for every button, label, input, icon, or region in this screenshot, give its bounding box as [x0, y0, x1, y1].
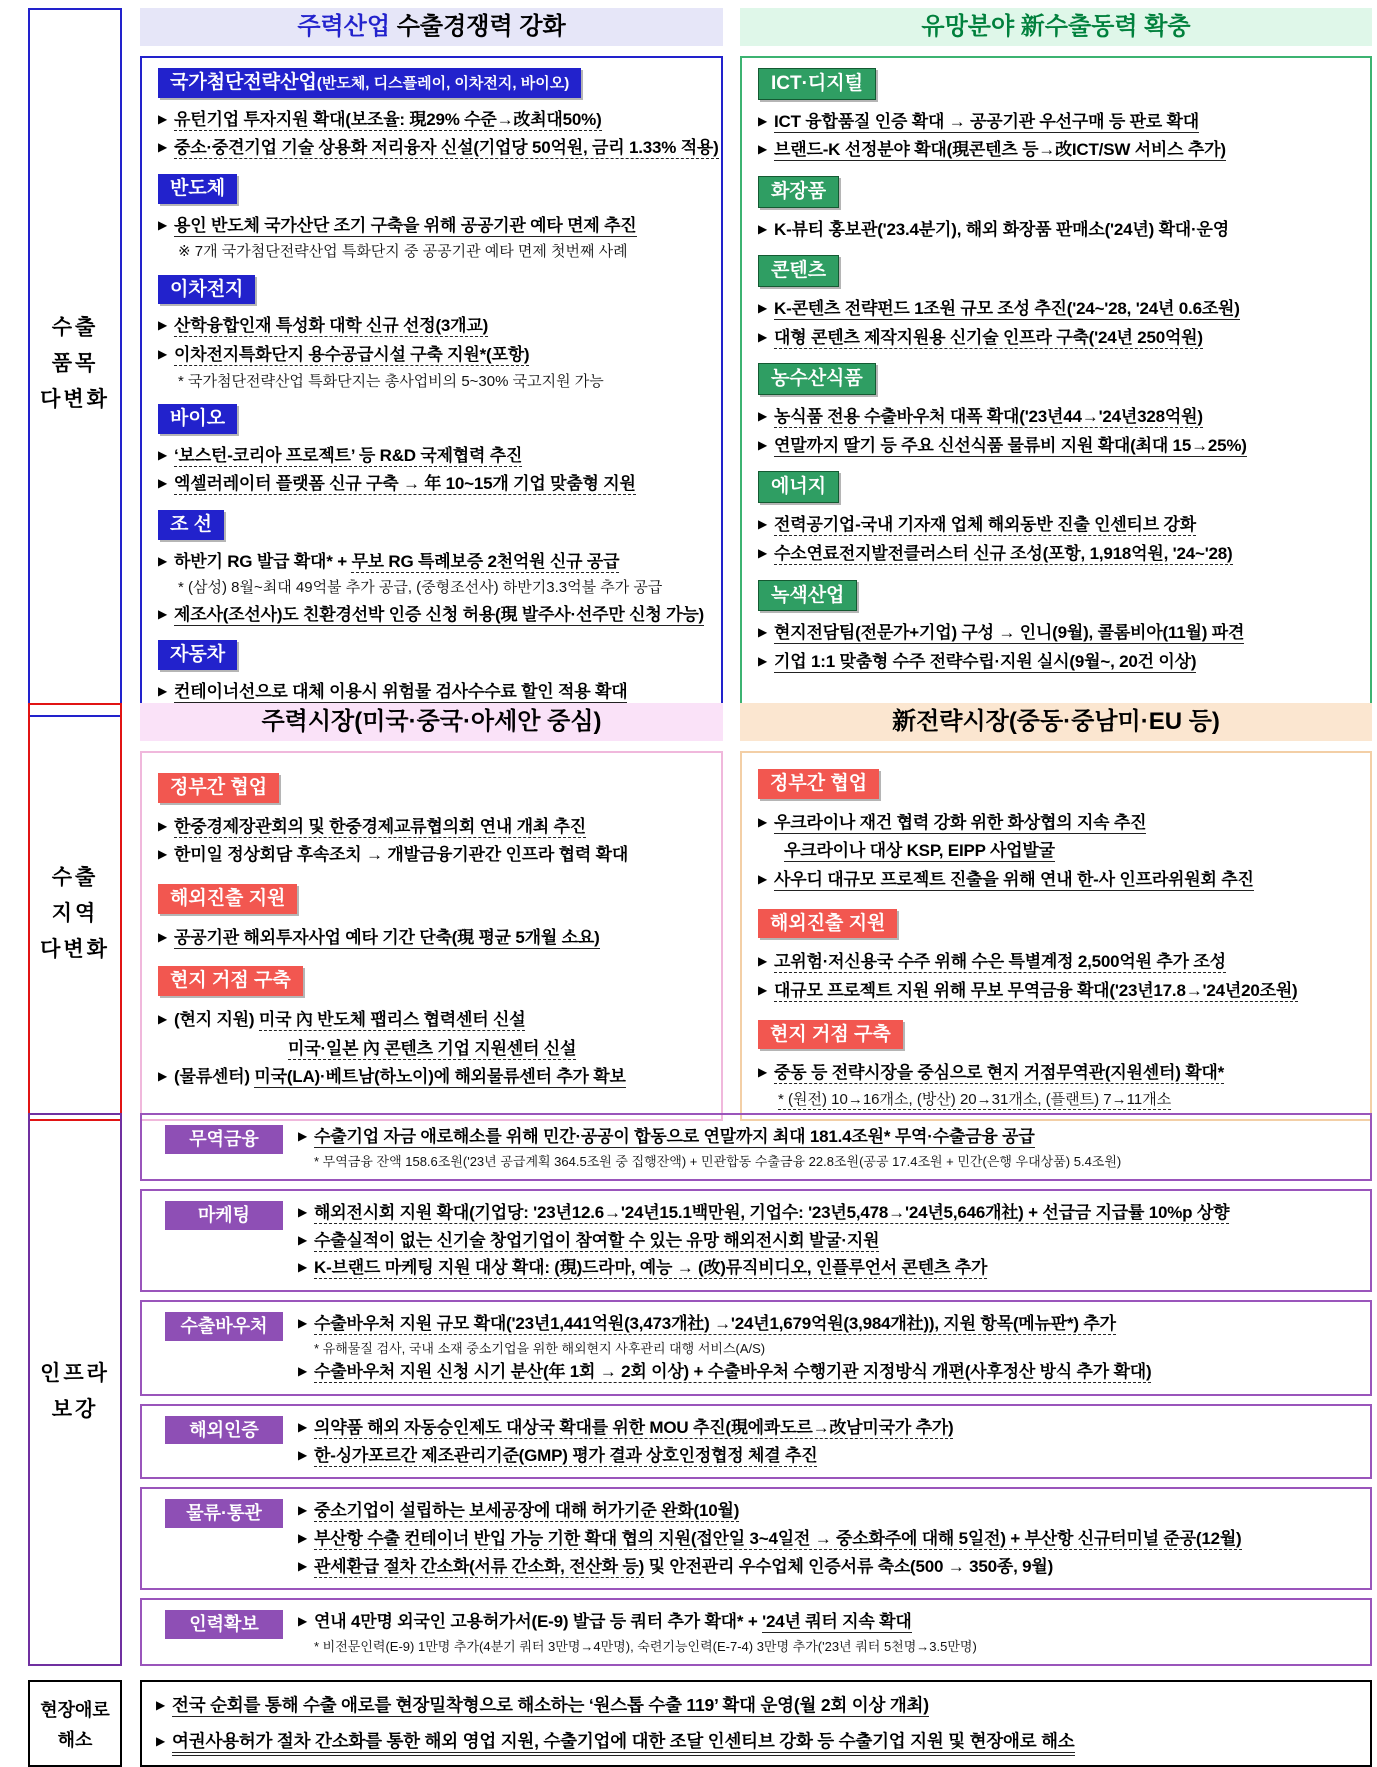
- header-main-markets: 주력시장(미국·중국·아세안 중심): [140, 703, 723, 741]
- text-segment: 대규모 프로젝트 지원 위해 무보 무역금융 확대('23년17.8→'24년20조원): [774, 981, 1298, 1001]
- infra-row-content: [298, 1496, 1360, 1582]
- text-segment: 해외진출 지원: [770, 912, 886, 934]
- infra-row-label-cell: [150, 1122, 298, 1154]
- text-segment: 국가첨단전략산업: [170, 72, 317, 93]
- bullet-line: [758, 218, 1354, 243]
- text-segment: ※ 7개 국가첨단전략산업 특화단지 중 공공기관 예타 면제 첫번째 사례: [178, 243, 628, 261]
- bullet-line: [758, 950, 1354, 975]
- category-badge: [158, 404, 237, 434]
- text-segment: 해외인증: [189, 1419, 259, 1440]
- bullet-line: [158, 472, 705, 497]
- sidebar-label-export-items: [28, 8, 122, 717]
- band-field-difficulties: [28, 1680, 1372, 1758]
- text-segment: 미국 內 반도체 팹리스 협력센터 신설: [258, 1010, 526, 1030]
- category-badge: [758, 255, 839, 287]
- bullet-line: [758, 513, 1354, 538]
- infra-row-content: [298, 1309, 1360, 1388]
- col-main-industries: [140, 8, 723, 717]
- sidebar-label-export-regions: [28, 703, 122, 1121]
- col-new-strategic-markets: [740, 703, 1372, 1121]
- bullet-line: [298, 1201, 1360, 1226]
- text-segment: 현지 거점 구축: [770, 1023, 891, 1045]
- text-segment: 부산항 수출 컨테이너 반입 가능 기한 확대 협의 지원(접안일 3~4일전 → 중소화주에 대해 5일전) + 부산항 신규터미널 준공(12월): [314, 1528, 1242, 1548]
- text-segment: 현지전담팀(전문가+기업) 구성 → 인니(9월), 콜롬비아(11월) 파견: [774, 623, 1245, 643]
- note-line: [314, 1153, 1360, 1171]
- text-segment: ‘보스턴-코리아 프로젝트’ 등 R&D 국제협력 추진: [174, 445, 523, 465]
- text-segment: 수출바우처 지원 신청 시기 분산(年 1회 → 2회 이상) + 수출바우처 수행기관 지정방식 개편(사후정산 방식 추가 확대): [314, 1362, 1152, 1382]
- sidebar-label-field-difficulties: [28, 1680, 122, 1767]
- sidebar-label-line: 지역: [51, 902, 99, 926]
- text-segment: 및 안전관리 우수업체 인증서류 축소(500 → 350종, 9월): [644, 1556, 1054, 1576]
- text-segment: 한-싱가포르간 제조관리기준(GMP) 평가 결과 상호인정협정 체결 추진: [314, 1445, 818, 1465]
- text-segment: * 국가첨단전략산업 특화단지는 총사업비의 5~30% 국고지원 가능: [178, 372, 604, 390]
- sidebar-label-line: 다변화: [40, 388, 110, 412]
- bullet-line: [298, 1444, 1360, 1469]
- text-segment: * 무역금융 잔액 158.6조원('23년 공급계획 364.5조원 중 집행잔액) + 민관합동 수출금융 22.8조원(공공 17.4조원 + 민간(은행 우대상품) 5.4조원): [314, 1153, 1122, 1169]
- infra-row-content: [298, 1122, 1360, 1173]
- bullet-line: [758, 138, 1354, 163]
- bullet-line: [298, 1555, 1360, 1580]
- row-label-badge: [165, 1201, 283, 1230]
- infra-rows: [140, 1113, 1372, 1666]
- bullet-line: [156, 1729, 1356, 1754]
- bullet-line: [758, 979, 1354, 1004]
- bullet-line: [158, 926, 705, 951]
- bullet-line: [158, 603, 705, 628]
- sidebar-label-line: 품목: [51, 352, 99, 376]
- bullet-line: [158, 108, 705, 133]
- infra-row: [140, 1487, 1372, 1590]
- text-segment: 콘텐츠: [771, 260, 827, 282]
- category-badge: [158, 174, 237, 204]
- bullet-line: [158, 1037, 705, 1062]
- bullet-line: [156, 1693, 1356, 1718]
- bullet-line: [298, 1125, 1360, 1150]
- text-segment: 에너지: [771, 476, 827, 498]
- row-label-badge: [165, 1499, 283, 1528]
- sidebar-label-line: 인프라: [40, 1361, 110, 1385]
- text-segment: 공공기관 해외투자사업 예타 기간 단축(現 평균 5개월 소요): [174, 927, 600, 947]
- note-line: [778, 1090, 1354, 1110]
- text-segment: 해외진출 지원: [170, 888, 286, 910]
- bullet-line: [758, 297, 1354, 322]
- infra-row: [140, 1113, 1372, 1181]
- band2-columns: [140, 703, 1372, 1121]
- bullet-line: [758, 839, 1354, 864]
- text-segment: 미국(LA)·베트남(하노이)에 해외물류센터 추가 확보: [254, 1067, 626, 1087]
- category-badge: [158, 773, 279, 803]
- text-segment: 수출바우처: [180, 1316, 268, 1337]
- text-segment: 용인 반도체 국가산단 조기 구축을 위해 공공기관 예타 면제 추진: [174, 215, 637, 235]
- row-label-badge: [165, 1610, 283, 1639]
- note-line: [178, 578, 705, 598]
- category-badge: [158, 510, 224, 540]
- sidebar-label-infrastructure: [28, 1113, 122, 1666]
- text-segment: 고위험·저신용국 수주 위해 수은 특별계정 2,500억원 추가 조성: [774, 952, 1226, 972]
- category-badge: [758, 363, 876, 395]
- panel-new-strategic-markets: [740, 751, 1372, 1121]
- category-badge: [758, 176, 839, 208]
- col-main-markets: [140, 703, 723, 1121]
- bullet-line: [758, 1061, 1354, 1086]
- bullet-line: [158, 843, 705, 868]
- text-segment: 이차전지특화단지 용수공급시설 구축 지원*(포항): [174, 345, 530, 365]
- text-segment: 해외전시회 지원 확대(기업당: '23년12.6→'24년15.1백만원, 기업수: '23년5,478→'24년5,646개社) + 선급금 지급률 10%p 상향: [314, 1203, 1230, 1223]
- text-segment: 현지 거점 구축: [170, 970, 291, 992]
- panel-main-industries: [140, 56, 723, 717]
- text-segment: 바이오: [170, 407, 226, 429]
- category-badge: [758, 68, 876, 100]
- text-segment: 브랜드-K 선정분야 확대(現콘텐츠 등→改ICT/SW 서비스 추가): [774, 140, 1226, 160]
- category-badge: [758, 769, 879, 799]
- text-segment: 제조사(조선사)도 친환경선박 인증 신청 허용(現 발주사·선주만 신청 가능): [174, 604, 705, 624]
- text-segment: 정부간 협업: [770, 773, 868, 794]
- band-export-items: [28, 8, 1372, 702]
- sidebar-label-line: 다변화: [40, 938, 110, 962]
- bullet-line: [158, 314, 705, 339]
- infra-row-content: [298, 1607, 1360, 1658]
- infra-row-label-cell: [150, 1309, 298, 1341]
- text-segment: 우크라이나 재건 협력 강화 위한 화상협의 지속 추진: [774, 812, 1147, 832]
- text-segment: 인력확보: [189, 1614, 259, 1635]
- sidebar-label-line: 수출: [51, 316, 99, 340]
- text-segment: * (원전) 10→16개소, (방산) 20→31개소, (플랜트) 7→11개소: [778, 1091, 1172, 1109]
- text-segment: 여권사용허가 절차 간소화를 통한 해외 영업 지원, 수출기업에 대한 조달 인센티브 강화 등 수출기업 지원 및 현장애로 해소: [172, 1731, 1074, 1756]
- text-segment: 기업 1:1 맞춤형 수주 전략수립·지원 실시(9월~, 20건 이상): [774, 651, 1197, 671]
- text-segment: 의약품 해외 자동승인제도 대상국 확대를 위한 MOU 추진(現에콰도르→改남미국가 추가): [314, 1417, 954, 1437]
- bullet-line: [158, 550, 705, 575]
- bullet-line: [158, 136, 719, 161]
- bullet-line: [758, 868, 1354, 893]
- bullet-line: [758, 811, 1354, 836]
- text-segment: 한미일 정상회담 후속조치 → 개발금융기관간 인프라 협력 확대: [174, 845, 629, 865]
- text-segment: 연말까지 딸기 등 주요 신선식품 물류비 지원 확대(최대 15→25%): [774, 435, 1247, 455]
- text-segment: 컨테이너선으로 대체 이용시 위험물 검사수수료 할인 적용 확대: [174, 682, 628, 702]
- bullet-line: [758, 326, 1354, 351]
- text-segment: 연내 4만명 외국인 고용허가서(E-9) 발급 등 쿼터 추가 확대* +: [314, 1612, 763, 1632]
- text-segment: 중동 등 전략시장을 중심으로 현지 거점무역관(지원센터) 확대*: [774, 1063, 1225, 1083]
- header-new-strategic-markets: 新전략시장(중동·중남미·EU 등): [740, 703, 1372, 741]
- bullet-line: [158, 343, 705, 368]
- text-segment: 중소·중견기업 기술 상용화 저리융자 신설(기업당 50억원, 금리 1.33% 적용): [174, 138, 719, 158]
- sidebar-label-line: 현장애로: [40, 1699, 110, 1720]
- header-title-rest: 수출경쟁력 강화: [390, 13, 566, 40]
- bullet-line: [758, 434, 1354, 459]
- text-segment: 사우디 대규모 프로젝트 진출을 위해 연내 한-사 인프라위원회 추진: [774, 870, 1254, 890]
- bullet-line: [758, 405, 1354, 430]
- infra-row-label-cell: [150, 1198, 298, 1230]
- text-segment: 대형 콘텐츠 제작지원용 신기술 인프라 구축('24년 250억원): [774, 327, 1203, 347]
- text-segment: '24년 쿼터 지속 확대: [762, 1612, 912, 1632]
- sidebar-label-line: 수출: [51, 866, 99, 890]
- text-segment: 수출기업 자금 애로해소를 위해 민간·공공이 합동으로 연말까지 최대 181.4조원* 무역·수출금융 공급: [314, 1127, 1035, 1146]
- text-segment: 자동차: [170, 644, 226, 666]
- text-segment: 관세환급 절차 간소화(서류 간소화, 전산화 등): [314, 1556, 645, 1576]
- note-line: [178, 242, 705, 262]
- text-segment: 무역금융: [189, 1129, 259, 1149]
- header-main-industries: [140, 8, 723, 46]
- text-segment: ICT 융합품질 인증 확대 → 공공기관 우선구매 등 판로 확대: [774, 111, 1199, 131]
- row-label-badge: [165, 1416, 283, 1445]
- infra-row-label-cell: [150, 1496, 298, 1528]
- bullet-line: [298, 1360, 1360, 1385]
- text-segment: 전국 순회를 통해 수출 애로를 현장밀착형으로 해소하는 ‘원스톱 수출 119’ 확대 운영(월 2회 이상 개최): [172, 1695, 929, 1716]
- row-label-badge: [165, 1125, 283, 1154]
- text-segment: 수소연료전지발전클러스터 신규 조성(포항, 1,918억원, '24~'28): [774, 543, 1233, 563]
- text-segment: 미국·일본 內 콘텐츠 기업 지원센터 신설: [288, 1038, 577, 1058]
- note-line: [314, 1638, 1360, 1656]
- sidebar-label-line: 해소: [57, 1729, 93, 1750]
- col-promising-fields: [740, 8, 1372, 717]
- category-badge: [158, 68, 581, 98]
- text-segment: 반도체: [170, 178, 226, 200]
- infra-row-label-cell: [150, 1607, 298, 1639]
- text-segment: 유턴기업 투자지원 확대(보조율: 現29% 수준→改최대50%): [174, 109, 602, 129]
- bullet-line: [298, 1416, 1360, 1441]
- bullet-line: [158, 1065, 705, 1090]
- text-segment: (현지 지원): [174, 1010, 259, 1030]
- text-segment: 농식품 전용 수출바우처 대폭 확대('23년44→'24년328억원): [774, 407, 1203, 427]
- text-segment: * 유해물질 검사, 국내 소재 중소기업을 위한 해외현지 사후관리 대행 서비스(A/S): [314, 1340, 766, 1356]
- note-line: [178, 372, 705, 392]
- infra-row-content: [298, 1198, 1360, 1284]
- text-segment: 한중경제장관회의 및 한중경제교류협의회 연내 개최 추진: [174, 816, 586, 836]
- text-segment: 우크라이나 대상 KSP, EIPP 사업발굴: [784, 841, 1055, 861]
- text-segment: 녹색산업: [771, 584, 845, 606]
- infra-row: [140, 1189, 1372, 1292]
- infra-row-content: [298, 1413, 1360, 1471]
- category-badge: [158, 640, 237, 670]
- field-difficulties-content: [140, 1680, 1372, 1767]
- text-segment: K-브랜드 마케팅 지원 대상 확대: (現)드라마, 예능 → (改)뮤직비디오, 인플루언서 콘텐츠 추가: [314, 1258, 988, 1278]
- text-segment: (반도체, 디스플레이, 이차전지, 바이오): [316, 75, 570, 92]
- text-segment: * 비전문인력(E-9) 1만명 추가(4분기 쿼터 3만명→4만명), 숙련기능인력(E-7-4) 3만명 추가('23년 쿼터 5천명→3.5만명): [314, 1638, 977, 1654]
- bullet-line: [298, 1610, 1360, 1635]
- bullet-line: [158, 214, 705, 239]
- header-promising-fields: 유망분야 新수출동력 확충: [740, 8, 1372, 46]
- bullet-line: [758, 621, 1354, 646]
- bullet-line: [158, 680, 705, 705]
- category-badge: [158, 275, 255, 305]
- text-segment: 수출바우처 지원 규모 확대('23년1,441억원(3,473개社) →'24년1,679억원(3,984개社)), 지원 항목(메뉴판*) 추가: [314, 1314, 1116, 1334]
- text-segment: 농수산식품: [771, 368, 863, 390]
- bullet-line: [158, 815, 705, 840]
- category-badge: [758, 1020, 903, 1050]
- panel-main-markets: [140, 751, 723, 1121]
- category-badge: [158, 884, 297, 914]
- text-segment: 물류·통관: [186, 1503, 262, 1524]
- text-segment: 엑셀러레이터 플랫폼 신규 구축 → 年 10~15개 기업 맞춤형 지원: [174, 474, 636, 494]
- bullet-line: [298, 1229, 1360, 1254]
- note-line: [314, 1340, 1360, 1358]
- bullet-line: [758, 110, 1354, 135]
- infra-row: [140, 1598, 1372, 1666]
- text-segment: K-콘텐츠 전략펀드 1조원 규모 조성 추진('24~'28, '24년 0.6조원): [774, 299, 1240, 319]
- text-segment: K-뷰티 홍보관('23.4분기), 해외 화장품 판매소('24년) 확대·운영: [774, 219, 1229, 239]
- category-badge: [758, 580, 857, 612]
- bullet-line: [758, 542, 1354, 567]
- row-label-badge: [165, 1312, 283, 1341]
- bullet-line: [158, 444, 705, 469]
- bullet-line: [298, 1527, 1360, 1552]
- text-segment: 수출실적이 없는 신기술 창업기업이 참여할 수 있는 유망 해외전시회 발굴·지원: [314, 1230, 880, 1250]
- text-segment: 무보 RG 특례보증 2천억원 신규 공급: [351, 551, 620, 571]
- category-badge: [758, 909, 897, 939]
- infra-row: [140, 1300, 1372, 1396]
- bullet-line: [158, 1008, 705, 1033]
- text-segment: 이차전지: [170, 278, 244, 300]
- panel-promising-fields: [740, 56, 1372, 717]
- text-segment: * (삼성) 8월~최대 49억불 추가 공급, (중형조선사) 하반기3.3억불 추가 공급: [178, 579, 663, 597]
- text-segment: 화장품: [771, 181, 827, 203]
- text-segment: (물류센터): [174, 1067, 255, 1087]
- sidebar-label-line: 보강: [51, 1397, 99, 1421]
- category-badge: [758, 471, 839, 503]
- bullet-line: [298, 1499, 1360, 1524]
- category-badge: [158, 966, 303, 996]
- infra-row-label-cell: [150, 1413, 298, 1445]
- text-segment: 조 선: [170, 513, 212, 535]
- text-segment: 하반기 RG 발급 확대* +: [174, 551, 352, 571]
- text-segment: 마케팅: [197, 1205, 251, 1226]
- bullet-line: [298, 1256, 1360, 1281]
- text-segment: 정부간 협업: [170, 777, 268, 798]
- band1-columns: [140, 8, 1372, 717]
- text-segment: ICT·디지털: [771, 73, 863, 94]
- band-export-regions: [28, 703, 1372, 1109]
- bullet-line: [758, 650, 1354, 675]
- text-segment: 산학융합인재 특성화 대학 신규 선정(3개교): [174, 316, 489, 336]
- bullet-line: [298, 1312, 1360, 1337]
- text-segment: 전력공기업-국내 기자재 업체 해외동반 진출 인센티브 강화: [774, 515, 1196, 535]
- header-title-highlight: 주력산업: [297, 13, 391, 40]
- band-infrastructure: [28, 1113, 1372, 1666]
- text-segment: 중소기업이 설립하는 보세공장에 대해 허가기준 완화(10월): [314, 1501, 740, 1521]
- infra-row: [140, 1404, 1372, 1479]
